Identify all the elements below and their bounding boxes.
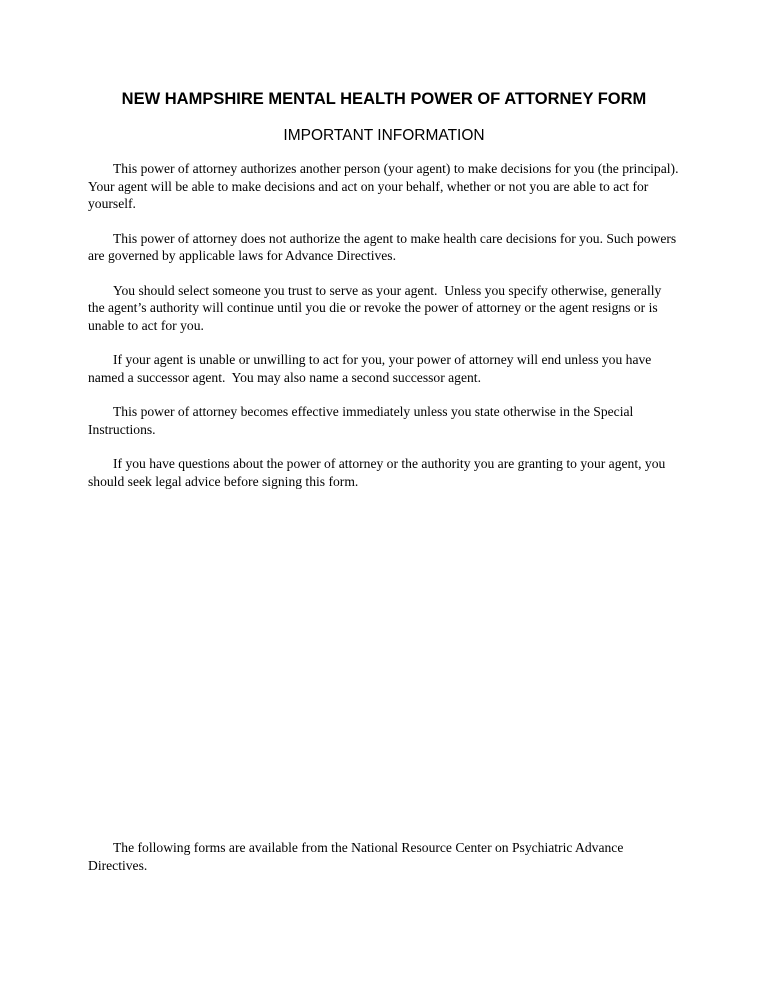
document-content <box>88 90 680 874</box>
document-body <box>88 160 680 874</box>
paragraph-legal-advice: If you have questions about the power of attorney or the authority you are granting to your agent, you should seek legal advice before signing this form. <box>88 456 669 489</box>
paragraph-authorization: This power of attorney authorizes another person (your agent) to make decisions for you (the principal). Your agent will be able to make decisions and act on your behalf, whether or not you are able to act for yourself. <box>88 161 682 211</box>
paragraph-effective-date: This power of attorney becomes effective immediately unless you state otherwise in the Special Instructions. <box>88 404 637 437</box>
paragraph-agent-selection: You should select someone you trust to serve as your agent. Unless you specify otherwise, generally the agent’s authority will continue until you die or revoke the power of attorney or the agent resigns or is unable to act for you. <box>88 282 665 333</box>
document-title: NEW HAMPSHIRE MENTAL HEALTH POWER OF ATTORNEY FORM <box>121 90 647 108</box>
paragraph-healthcare-exclusion: This power of attorney does not authorize the agent to make health care decisions for you. Such powers are governed by applicable laws for Advance Directives. <box>88 230 680 263</box>
paragraph-successor-agent: If your agent is unable or unwilling to act for you, your power of attorney will end unless you have named a successor agent. You may also name a second successor agent. <box>88 352 655 385</box>
document-subtitle: IMPORTANT INFORMATION <box>283 127 485 144</box>
paragraph-forms-availability: The following forms are available from the National Resource Center on Psychiatric Advance Directives. <box>88 840 627 873</box>
